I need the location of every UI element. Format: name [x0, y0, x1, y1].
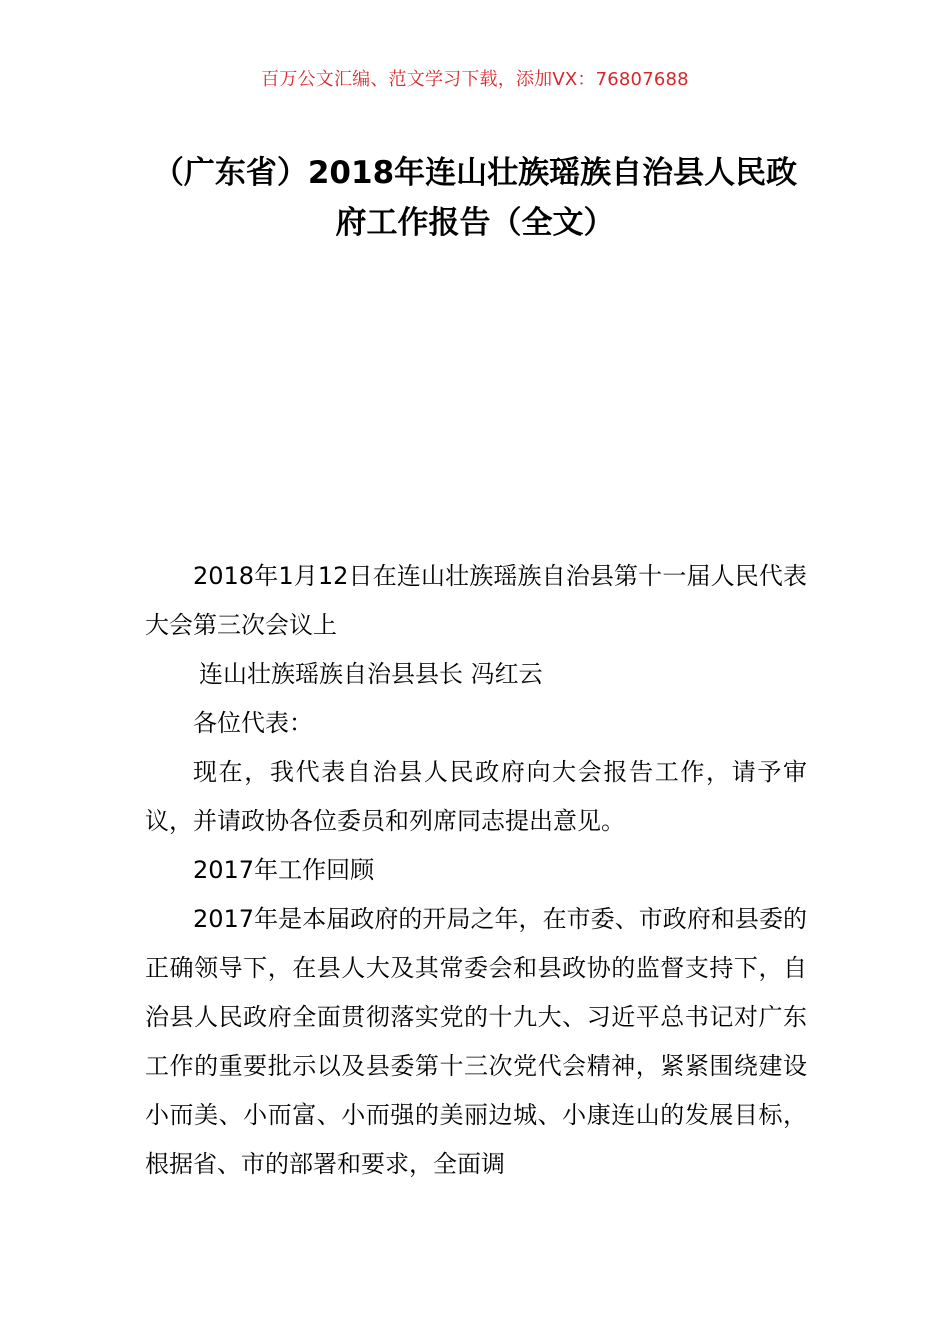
salutation: 各位代表：	[193, 709, 313, 737]
download-notice: 百万公文汇编、范文学习下载，添加VX：76807688	[261, 69, 689, 90]
document-body	[145, 552, 807, 1189]
section-heading: 2017年工作回顾	[193, 856, 375, 884]
document-title: （广东省）2018年连山壮族瑶族自治县人民政府工作报告（全文）	[152, 155, 798, 241]
meeting-line: 2018年1月12日在连山壮族瑶族自治县第十一届人民代表大会第三次会议上	[145, 562, 807, 639]
review-paragraph: 2017年是本届政府的开局之年，在市委、市政府和县委的正确领导下，在县人大及其常委会和县政协的监督支持下，自治县人民政府全面贯彻落实党的十九大、习近平总书记对广东工作的重要批示以及县委第十三次党代会精神，紧紧围绕建设小而美、小而富、小而强的美丽边城、小康连山的发展目标，根据省、市的部署和要求，全面调	[145, 905, 807, 1178]
intro-paragraph: 现在，我代表自治县人民政府向大会报告工作，请予审议，并请政协各位委员和列席同志提出意见。	[145, 758, 807, 835]
speaker-byline: 连山壮族瑶族自治县县长 冯红云	[199, 660, 543, 688]
